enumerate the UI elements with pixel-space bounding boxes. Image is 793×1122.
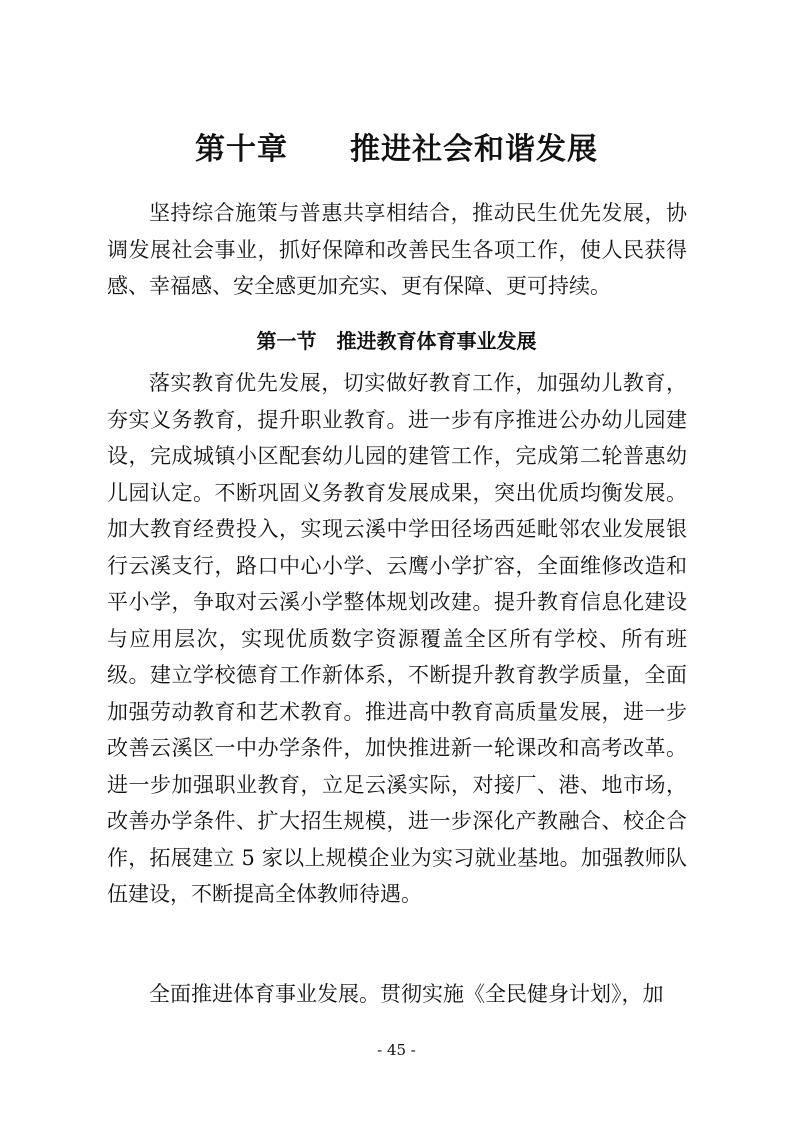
intro-paragraph: 坚持综合施策与普惠共享相结合，推动民生优先发展，协调发展社会事业，抓好保障和改善民生各项工作，使人民获得感、幸福感、安全感更加充实、更有保障、更可持续。 [107, 201, 687, 298]
body-paragraph-education: 落实教育优先发展，切实做好教育工作，加强幼儿教育，夯实义务教育，提升职业教育。进一步有序推进公办幼儿园建设，完成城镇小区配套幼儿园的建管工作，完成第二轮普惠幼儿园认定。不断巩固义务教育发展成果，突出优质均衡发展。加大教育经费投入，实现云溪中学田径场西延毗邻农业发展银行云溪支行，路口中心小学、云鹰小学扩容，全面维修改造和平小学，争取对云溪小学整体规划改建。提升教育信息化建设与应用层次，实现优质数字资源覆盖全区所有学校、所有班级。建立学校德育工作新体系，不断提升教育教学质量，全面加强劳动教育和艺术教育。推进高中教育高质量发展，进一步改善云溪区一中办学条件，加快推进新一轮课改和高考改革。进一步加强职业教育，立足云溪实际，对接厂、港、地市场，改善办学条件、扩大招生规模，进一步深化产教融合、校企合作，拓展建立 5 家以上规模企业为实习就业基地。加强教师队伍建设，不断提高全体教师待遇。 [107, 371, 687, 906]
body-paragraph-sports: 全面推进体育事业发展。贯彻实施《全民健身计划》，加 [149, 982, 664, 1006]
section-title: 第一节 推进教育体育事业发展 [256, 329, 537, 353]
page-number: - 45 - [377, 1041, 416, 1059]
chapter-title: 第十章 推进社会和谐发展 [195, 132, 598, 167]
